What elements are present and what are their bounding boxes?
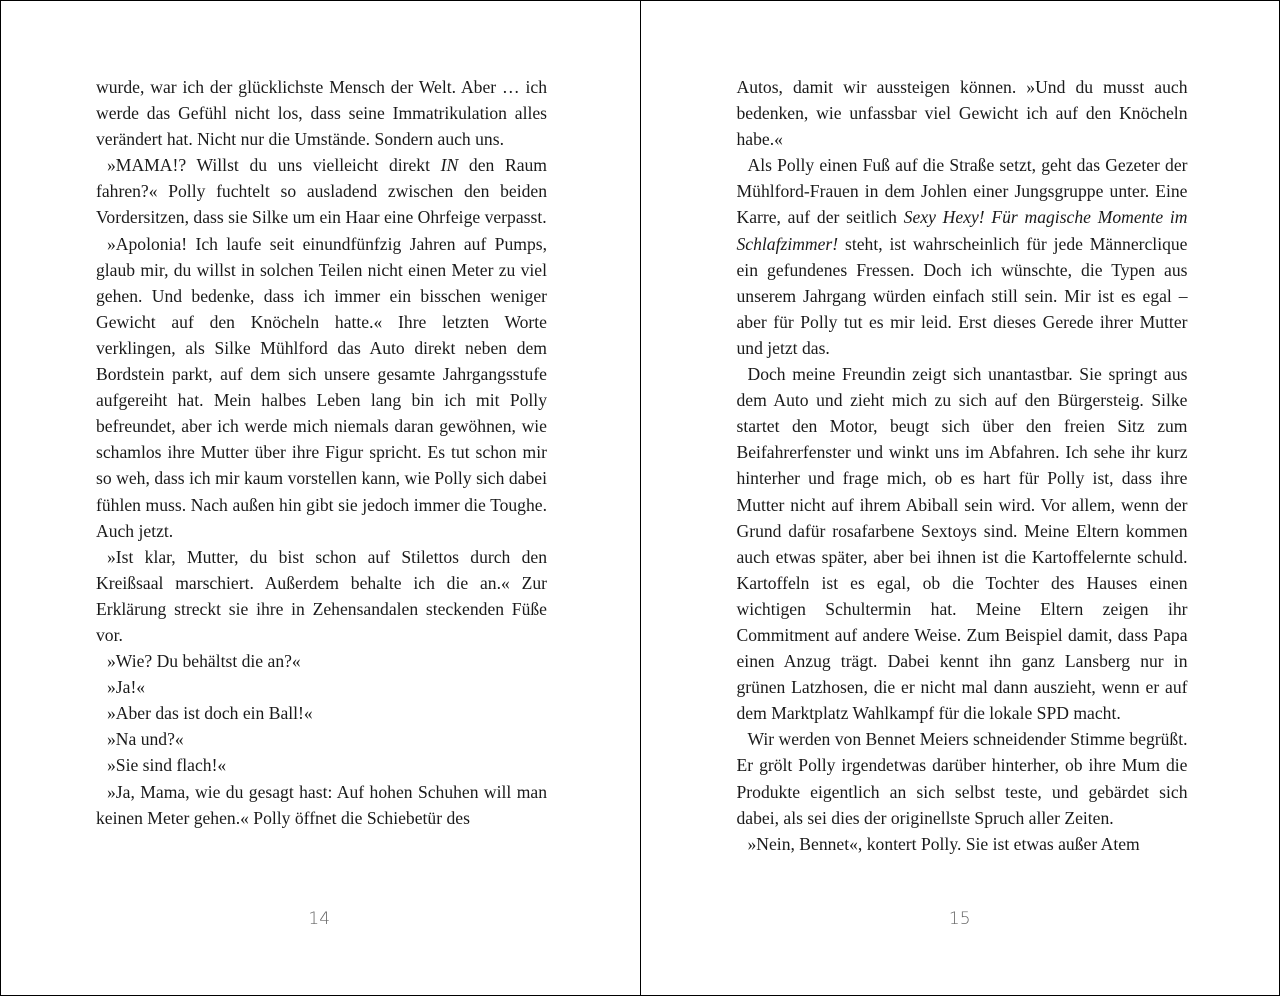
paragraph: »Ist klar, Mutter, du bist schon auf Stilettos durch den Kreißsaal marschiert. Außerdem behalte ich die an.« Zur Erklärung streckt sie ihre in Zehensandalen steckenden Füße vor. [96,546,547,645]
paragraph-text: »MAMA!? Willst du uns vielleicht direkt [107,155,441,176]
paragraph: Autos, damit wir aussteigen können. »Und du musst auch bedenken, wie unfassbar viel Gewicht ich auf den Knöcheln habe.« [736,77,1188,150]
paragraph [96,152,547,230]
paragraph-text: Als Polly einen Fuß auf die Straße setzt, geht das Gezeter der Mühlford-Frauen in dem Johlen einer Jungsgruppe unter. Eine Karre, auf der seitlich [736,155,1188,228]
paragraph: »Ja, Mama, wie du gesagt hast: Auf hohen Schuhen will man keinen Meter gehen.« Polly öffnet die Schiebetür des [96,781,547,828]
paragraph: »Na und?« [107,729,184,750]
paragraph: »Aber das ist doch ein Ball!« [107,703,313,724]
italic-phrase: Sexy Hexy! Für magische Momente im Schlafzimmer! [736,207,1188,254]
left-page [1,1,641,995]
italic-word: IN [440,155,459,176]
left-page-text [96,74,547,831]
right-page [641,1,1280,995]
paragraph: »Ja!« [107,677,146,698]
paragraph: »Apolonia! Ich laufe seit einundfünfzig Jahren auf Pumps, glaub mir, du willst in solchen Teilen nicht einen Meter zu viel gehen. Und bedenke, dass ich immer ein bisschen weniger Gewicht auf den Knöcheln hatte.« Ihre letzten Worte verklingen, als Silke Mühlford das Auto direkt neben dem Bordstein parkt, auf dem sich unsere gesamte Jahrgangsstufe aufgereiht hat. Mein halbes Leben lang bin ich mit Polly befreundet, aber ich werde mich niemals daran gewöhnen, wie schamlos ihre Mutter über ihre Figur spricht. Es tut schon mir so weh, dass ich mir kaum vorstellen kann, wie Polly sich dabei fühlen muss. Nach außen hin gibt sie jedoch immer die Toughe. Auch jetzt. [96,233,547,541]
paragraph: »Wie? Du behältst die an?« [107,651,301,672]
paragraph: Wir werden von Bennet Meiers schneidender Stimme begrüßt. Er grölt Polly irgendetwas darüber hinterher, ob ihre Mum die Produkte eigentlich an sich selbst teste, und gebärdet sich dabei, als sei dies der originellste Spruch aller Zeiten. [736,729,1188,828]
paragraph-text: steht, ist wahrscheinlich für jede Männerclique ein gefundenes Fressen. Doch ich wünschte, die Typen aus unserem Jahrgang würden einfach still sein. Mir ist es egal – aber für Polly tut es mir leid. Erst dieses Gerede ihrer Mutter und jetzt das. [736,233,1188,358]
paragraph: »Sie sind flach!« [107,755,227,776]
page-number: 14 [308,909,331,929]
paragraph: Doch meine Freundin zeigt sich unantastbar. Sie springt aus dem Auto und zieht mich zu sich auf den Bürgersteig. Silke startet den Motor, beugt sich über den freien Sitz zum Beifahrerfenster und winkt uns im Abfahren. Ich sehe ihr kurz hinterher und frage mich, ob es hart für Polly ist, dass ihre Mutter nicht auf ihrem Abiball sein wird. Vor allem, wenn der Grund dafür rosafarbene Sextoys sind. Meine Eltern kommen auch etwas später, aber bei ihnen ist die Kartoffelernte schuld. Kartoffeln ist es egal, ob die Tochter des Hauses einen wichtigen Schultermin hat. Meine Eltern zeigen ihr Commitment auf andere Weise. Zum Beispiel damit, dass Papa einen Anzug trägt. Dabei kennt ihn ganz Lansberg nur in grünen Latzhosen, die er nicht mal dann auszieht, wenn er auf dem Marktplatz Wahlkampf für die lokale SPD macht. [736,364,1188,724]
paragraph-text: den Raum fahren?« Polly fuchtelt so ausladend zwischen den beiden Vordersitzen, dass sie Silke um ein Haar eine Ohrfeige verpasst. [96,155,547,228]
paragraph [737,152,1188,361]
page-number: 15 [948,909,971,929]
paragraph: wurde, war ich der glücklichste Mensch der Welt. Aber … ich werde das Gefühl nicht los, dass seine Immatrikulation alles verändert hat. Nicht nur die Umstände. Sondern auch uns. [96,77,547,150]
right-page-text [737,74,1188,857]
paragraph: »Nein, Bennet«, kontert Polly. Sie ist etwas außer Atem [747,833,1140,854]
